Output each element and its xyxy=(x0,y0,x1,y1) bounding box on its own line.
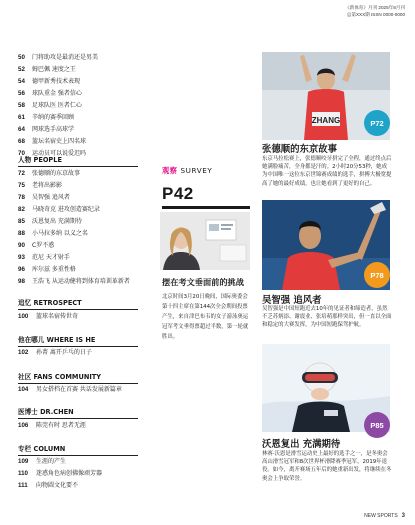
toc-item[interactable]: 98 王浩飞 从运动健将到体育培训革新者 xyxy=(18,278,130,285)
toc-item[interactable]: 68 篮坛名宿史上四名球 xyxy=(18,138,87,145)
toc-item[interactable]: 96 库尔兹 多重性格 xyxy=(18,266,76,273)
section-heading-column: 专栏 COLUMN xyxy=(18,445,138,456)
toc-item[interactable]: 82 马晓奇克 进攻创造赛纪录 xyxy=(18,206,100,213)
toc-item[interactable]: 61 辛纳的赛季回顾 xyxy=(18,114,75,121)
toc-item[interactable]: 72 张德顺的东京故事 xyxy=(18,170,81,177)
toc-item[interactable]: 90 C罗不惑 xyxy=(18,242,55,249)
toc-top-list xyxy=(18,52,146,160)
toc-item[interactable]: 110 迷惑角色病创佛像顽芳器 xyxy=(18,470,103,477)
survey-label: 观察 SURVEY xyxy=(162,166,213,175)
section-heading-fans-community: 社区 FANS COMMUNITY xyxy=(18,373,138,384)
story-badge-p78[interactable]: P78 xyxy=(364,262,390,288)
story-headline[interactable]: 沃恩复出 充满期待 xyxy=(262,439,341,450)
story-body: 东京马拉松赛上，张德顺咬牙拼完了全程，通过终点后她满脸痛苦，全身都是汗的。2小时20分53秒，她成为中国唯一这位东京世锦赛成绩的选手，拼搏大极宽提高了她的最好成绩，也让她看到了更好的自己。 xyxy=(262,156,392,187)
issue-line-2: 总第XXX期 ISSN 0000-0000 xyxy=(346,12,405,17)
story-badge-p85[interactable]: P85 xyxy=(364,412,390,438)
toc-column-list xyxy=(18,456,146,492)
footer-page-number: 3 xyxy=(401,513,405,519)
section-heading-dr-chen: 医博士 DR.CHEN xyxy=(18,408,138,419)
survey-headline[interactable]: 摆在考文垂面前的挑战 xyxy=(162,277,244,287)
toc-item[interactable]: 58 足球队医 医者仁心 xyxy=(18,102,82,109)
toc-where-list xyxy=(18,347,146,359)
footer-brand: NEW SPORTS xyxy=(364,513,398,519)
toc-item[interactable]: 111 向物圆文化要不 xyxy=(18,482,79,489)
story-badge-p72[interactable]: P72 xyxy=(364,110,390,136)
toc-item[interactable]: 104 男女搭档在首赛 共话发展新篇章 xyxy=(18,386,122,393)
survey-body: 北京时间3月20日晚间，国际奥委会第十四主席在第144次全会期间投票产生，来自津巴布韦的女子游泳奥运冠军考文垂得票超过半数，第一轮就胜出。 xyxy=(162,294,249,340)
survey-photo xyxy=(160,212,250,270)
issue-line-1: 《新体育》月刊 2025年8月刊 xyxy=(345,5,405,10)
survey-divider xyxy=(162,206,250,209)
toc-item[interactable]: 106 陈莞有时 思者无涯 xyxy=(18,422,86,429)
toc-item[interactable]: 54 德甲新秀技术表现 xyxy=(18,78,81,85)
toc-item[interactable]: 52 姆巴佩 速度之王 xyxy=(18,66,76,73)
toc-item[interactable]: 85 沃恩复出 充满期待 xyxy=(18,218,82,225)
bib-text: ZHANG xyxy=(311,116,341,125)
story-headline[interactable]: 张德顺的东京故事 xyxy=(262,144,338,155)
toc-people-list xyxy=(18,168,146,288)
toc-item[interactable]: 78 吴智强 追风者 xyxy=(18,194,70,201)
toc-retrospect-list xyxy=(18,311,146,323)
story-body: 吴智强是中国短跑近去10年的见证者和缔造者，虽然不乏苏炳添、谢震业、张培萌那样突出，但一直以全面和稳定的大赛发挥，为中国短跑保驾护航。 xyxy=(262,306,392,329)
story-headline[interactable]: 吴智强 追风者 xyxy=(262,295,322,306)
toc-item[interactable]: 88 小马拉多纳 以义之名 xyxy=(18,230,88,237)
toc-item[interactable]: 70 运动员可以说爱迟吗 xyxy=(18,150,87,157)
section-heading-people: 人物 PEOPLE xyxy=(18,156,138,167)
toc-item[interactable]: 100 篮球名宿传世奇 xyxy=(18,313,79,320)
issue-header xyxy=(345,4,405,18)
toc-item[interactable]: 56 球队重金 强者信心 xyxy=(18,90,82,97)
toc-item[interactable]: 64 网球选手高球学 xyxy=(18,126,75,133)
page-footer xyxy=(364,513,405,519)
survey-block xyxy=(162,166,250,209)
toc-item[interactable]: 50 门将助攻是最消还是男美 xyxy=(18,54,99,61)
section-heading-where-is-he: 他在哪儿 WHERE IS HE xyxy=(18,336,138,347)
toc-item[interactable]: 102 孙菁 离开乒乓的日子 xyxy=(18,349,92,356)
story-body: 林赛·沃恩是滑雪运动史上最好的选手之一，是冬奥会高山滑雪冠军和8次世界杯滑降赛季冠军，2019年退役。如今，离开赛场五年后的她重新出发，将继续在冬奥会上争取荣誉。 xyxy=(262,451,392,482)
toc-drchen-list xyxy=(18,420,146,432)
toc-item[interactable]: 109 生涯的产生 xyxy=(18,458,67,465)
section-heading-retrospect: 追忆 RETROSPECT xyxy=(18,299,138,310)
survey-page-number[interactable]: P42 xyxy=(162,184,194,203)
toc-fans-list xyxy=(18,384,146,396)
toc-item[interactable]: 93 范尼 天才射手 xyxy=(18,254,70,261)
toc-item[interactable]: 75 老将出影影 xyxy=(18,182,63,189)
